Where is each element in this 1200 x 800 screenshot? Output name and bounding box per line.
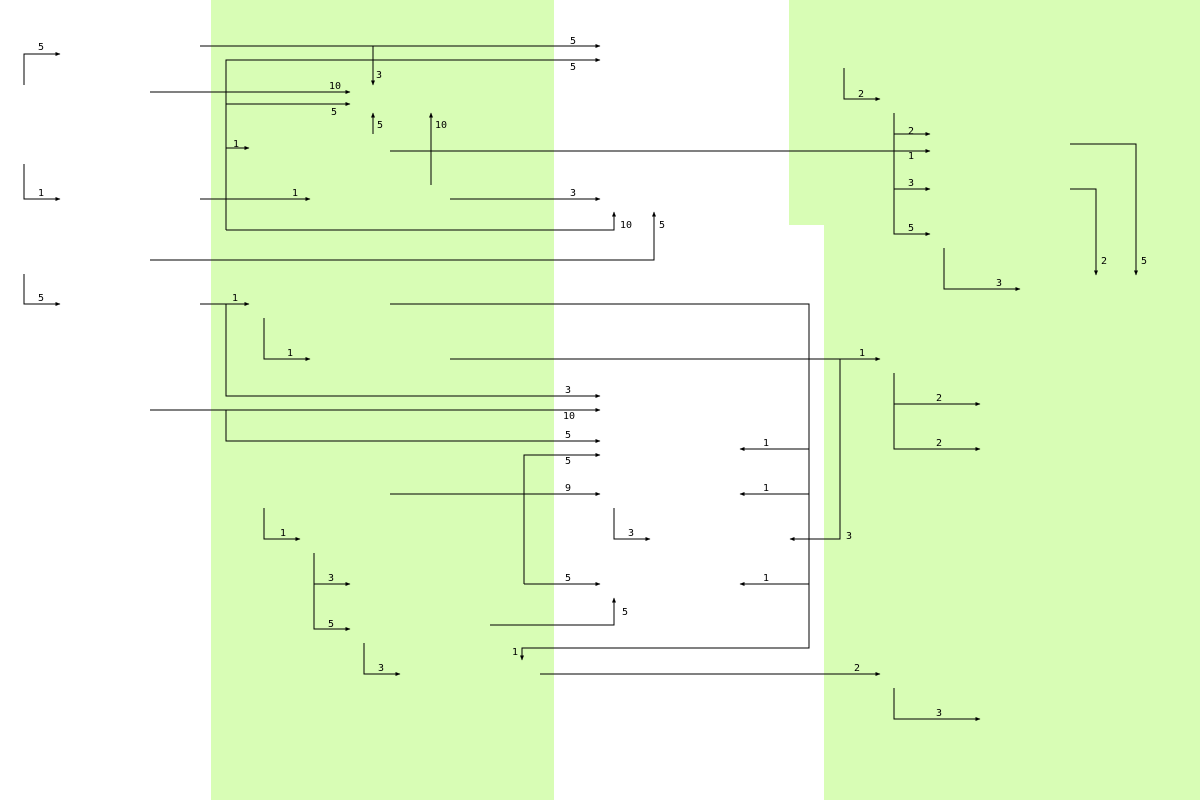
svg-text:2: 2 [908, 126, 915, 137]
svg-text:5: 5 [1141, 256, 1148, 267]
svg-text:10: 10 [435, 120, 448, 131]
svg-text:1: 1 [763, 483, 770, 494]
svg-text:1: 1 [763, 438, 770, 449]
svg-text:3: 3 [846, 531, 853, 542]
svg-text:2: 2 [936, 393, 943, 404]
svg-text:5: 5 [622, 607, 629, 618]
svg-text:3: 3 [628, 528, 635, 539]
svg-text:3: 3 [570, 188, 577, 199]
svg-text:3: 3 [908, 178, 915, 189]
svg-text:5: 5 [565, 573, 572, 584]
edge-10 [24, 164, 60, 199]
svg-text:1: 1 [859, 348, 866, 359]
svg-text:3: 3 [996, 278, 1003, 289]
svg-text:1: 1 [292, 188, 299, 199]
svg-text:3: 3 [565, 385, 572, 396]
svg-text:5: 5 [377, 120, 384, 131]
svg-text:9: 9 [565, 483, 572, 494]
svg-text:1: 1 [512, 647, 519, 658]
svg-text:1: 1 [38, 188, 45, 199]
svg-text:5: 5 [570, 62, 577, 73]
svg-text:2: 2 [854, 663, 861, 674]
svg-text:5: 5 [565, 456, 572, 467]
svg-text:5: 5 [908, 223, 915, 234]
svg-text:5: 5 [38, 42, 45, 53]
svg-text:1: 1 [233, 139, 240, 150]
svg-text:10: 10 [563, 411, 576, 422]
svg-text:1: 1 [287, 348, 294, 359]
svg-text:3: 3 [936, 708, 943, 719]
svg-text:3: 3 [378, 663, 385, 674]
svg-text:10: 10 [329, 81, 342, 92]
svg-text:5: 5 [659, 220, 666, 231]
svg-text:5: 5 [38, 293, 45, 304]
svg-text:1: 1 [232, 293, 239, 304]
svg-text:5: 5 [570, 36, 577, 47]
svg-text:1: 1 [908, 151, 915, 162]
edge-01 [24, 42, 60, 85]
lane-2 [789, 0, 1200, 800]
svg-text:1: 1 [763, 573, 770, 584]
svg-text:2: 2 [936, 438, 943, 449]
svg-text:2: 2 [1101, 256, 1108, 267]
edge-31 [614, 508, 650, 539]
edge-28 [740, 304, 809, 449]
svg-text:5: 5 [328, 619, 335, 630]
edge-30 [740, 573, 809, 584]
svg-text:1: 1 [280, 528, 287, 539]
svg-text:3: 3 [376, 70, 383, 81]
svg-text:5: 5 [565, 430, 572, 441]
svg-text:2: 2 [858, 89, 865, 100]
edge-29 [740, 483, 809, 494]
svg-text:5: 5 [331, 107, 338, 118]
svg-text:3: 3 [328, 573, 335, 584]
svg-text:10: 10 [620, 220, 633, 231]
edge-15 [24, 274, 60, 304]
